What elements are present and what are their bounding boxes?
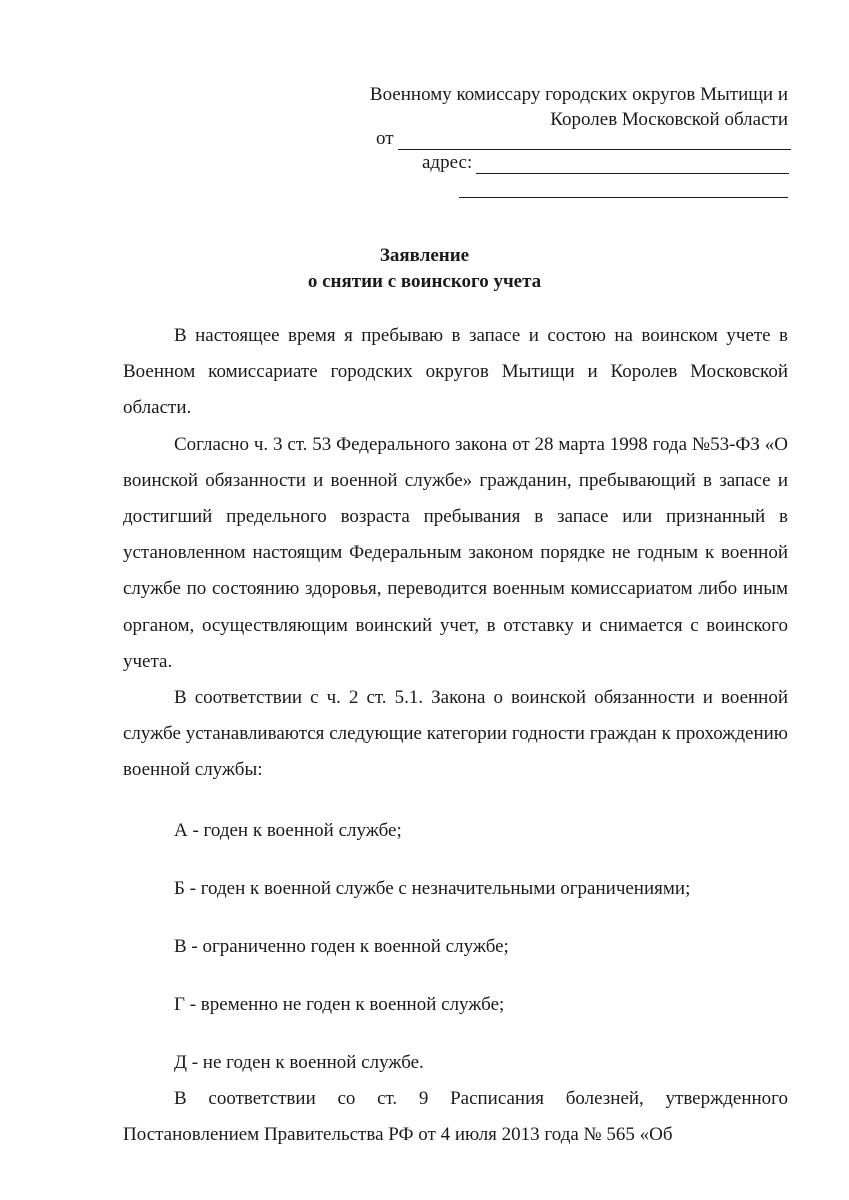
addressee-line-2: Королев Московской области bbox=[550, 109, 788, 130]
category-item: Г - временно не годен к военной службе; bbox=[174, 993, 505, 1015]
address-blank-line bbox=[476, 155, 789, 174]
paragraph-4: В соответствии со ст. 9 Расписания болезней, утвержденного Постановлением Правительства РФ от 4 июля 2013 года № 565 «Об bbox=[123, 1087, 788, 1145]
addressee-line-1: Военному комиссару городских округов Мытищи и bbox=[369, 84, 788, 105]
address-field bbox=[422, 152, 789, 174]
from-blank-line bbox=[398, 131, 791, 150]
category-item: В - ограниченно годен к военной службе; bbox=[174, 935, 509, 957]
category-item: А - годен к военной службе; bbox=[174, 819, 402, 841]
address-label: адрес: bbox=[422, 152, 473, 173]
paragraph-1: В настоящее время я пребываю в запасе и состою на воинском учете в Военном комиссариате городских округов Мытищи и Королев Московской области. bbox=[123, 325, 788, 419]
address-extra-blank-line bbox=[459, 179, 788, 198]
address-extra-field bbox=[459, 176, 788, 198]
document-body bbox=[123, 318, 788, 1153]
document-title bbox=[0, 243, 849, 295]
paragraph-3: В соответствии с ч. 2 ст. 5.1. Закона о воинской обязанности и военной службе устанавливаются следующие категории годности граждан к прохождению военной службы: bbox=[123, 687, 788, 781]
category-item: Д - не годен к военной службе. bbox=[174, 1051, 424, 1073]
title-line-2: о снятии с воинского учета bbox=[307, 271, 542, 292]
fitness-categories-list bbox=[123, 813, 788, 1081]
category-item: Б - годен к военной службе с незначительными ограничениями; bbox=[174, 877, 691, 899]
from-field bbox=[376, 128, 791, 150]
from-label: от bbox=[376, 128, 394, 149]
paragraph-2: Согласно ч. 3 ст. 53 Федерального закона от 28 марта 1998 года №53-ФЗ «О воинской обязанности и военной службе» гражданин, пребывающий в запасе и достигший предельного возраста пребывания в запасе или признанный в установленном настоящим Федеральным законом порядке не годным к военной службе по состоянию здоровья, переводится военным комиссариатом либо иным органом, осуществляющим воинский учет, в отставку и снимается с воинского учета. bbox=[123, 433, 788, 672]
addressee-block bbox=[300, 82, 788, 132]
title-line-1: Заявление bbox=[379, 245, 470, 266]
